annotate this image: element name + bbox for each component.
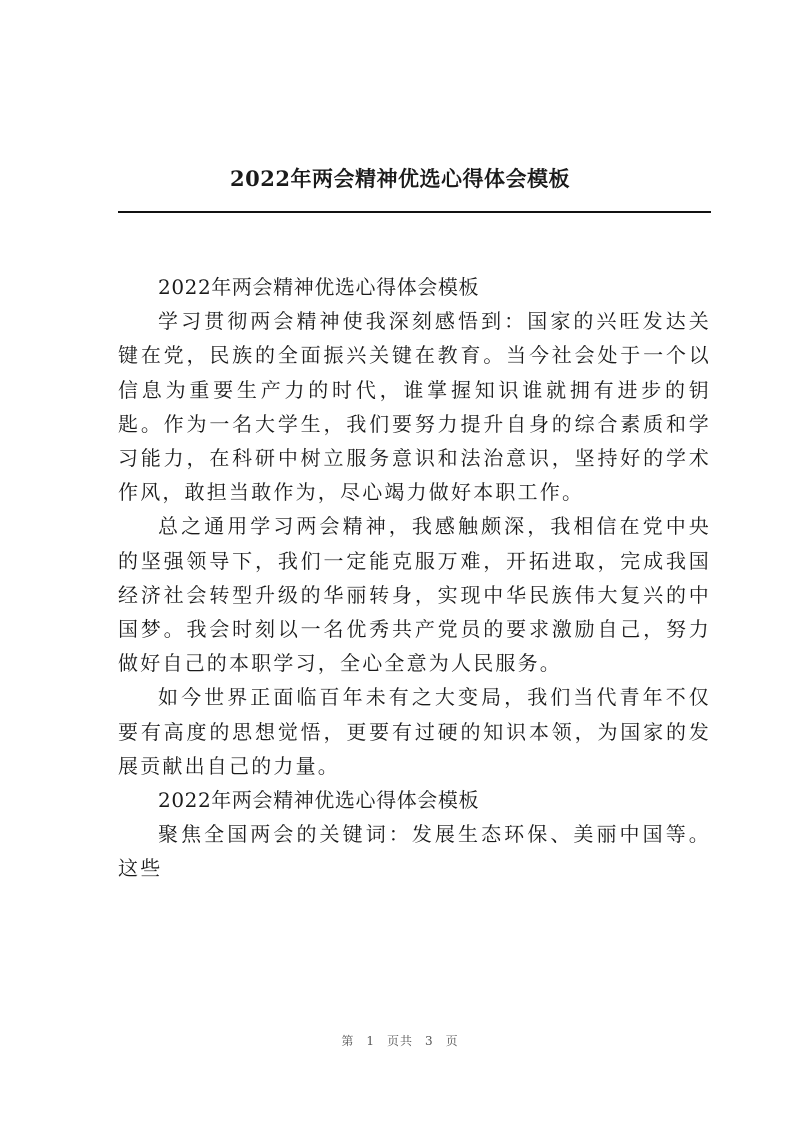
footer-mid: 页共 [386,1034,413,1048]
footer-suffix: 页 [445,1034,459,1048]
title-underline [118,211,711,213]
paragraph: 聚焦全国两会的关键词：发展生态环保、美丽中国等。这些 [118,822,711,881]
paragraph: 学习贯彻两会精神使我深刻感悟到：国家的兴旺发达关键在党，民族的全面振兴关键在教育。当今社会处于一个以信息为重要生产力的时代，谁掌握知识谁就拥有进步的钥匙。作为一名大学生，我们要努力提升自身的综合素质和学习能力，在科研中树立服务意识和法治意识，坚持好的学术作风，敢担当敢作为，尽心竭力做好本职工作。 [118,309,711,505]
paragraph-subtitle: 2022年两会精神优选心得体会模板 [158,275,480,299]
paragraph: 如今世界正面临百年未有之大变局，我们当代青年不仅要有高度的思想觉悟，更要有过硬的知识本领，为国家的发展贡献出自己的力量。 [118,685,711,778]
footer-prefix: 第 [341,1034,355,1048]
page-footer [0,1033,800,1049]
paragraph-subtitle: 2022年两会精神优选心得体会模板 [158,788,480,813]
footer-current-page: 1 [366,1034,375,1048]
footer-total-pages: 3 [425,1034,434,1048]
document-body [118,270,711,886]
document-title: 2022年两会精神优选心得体会模板 [230,166,570,191]
paragraph: 总之通用学习两会精神，我感触颇深，我相信在党中央的坚强领导下，我们一定能克服万难，开拓进取，完成我国经济社会转型升级的华丽转身，实现中华民族伟大复兴的中国梦。我会时刻以一名优秀共产党员的要求激励自己，努力做好自己的本职学习，全心全意为人民服务。 [118,514,711,676]
